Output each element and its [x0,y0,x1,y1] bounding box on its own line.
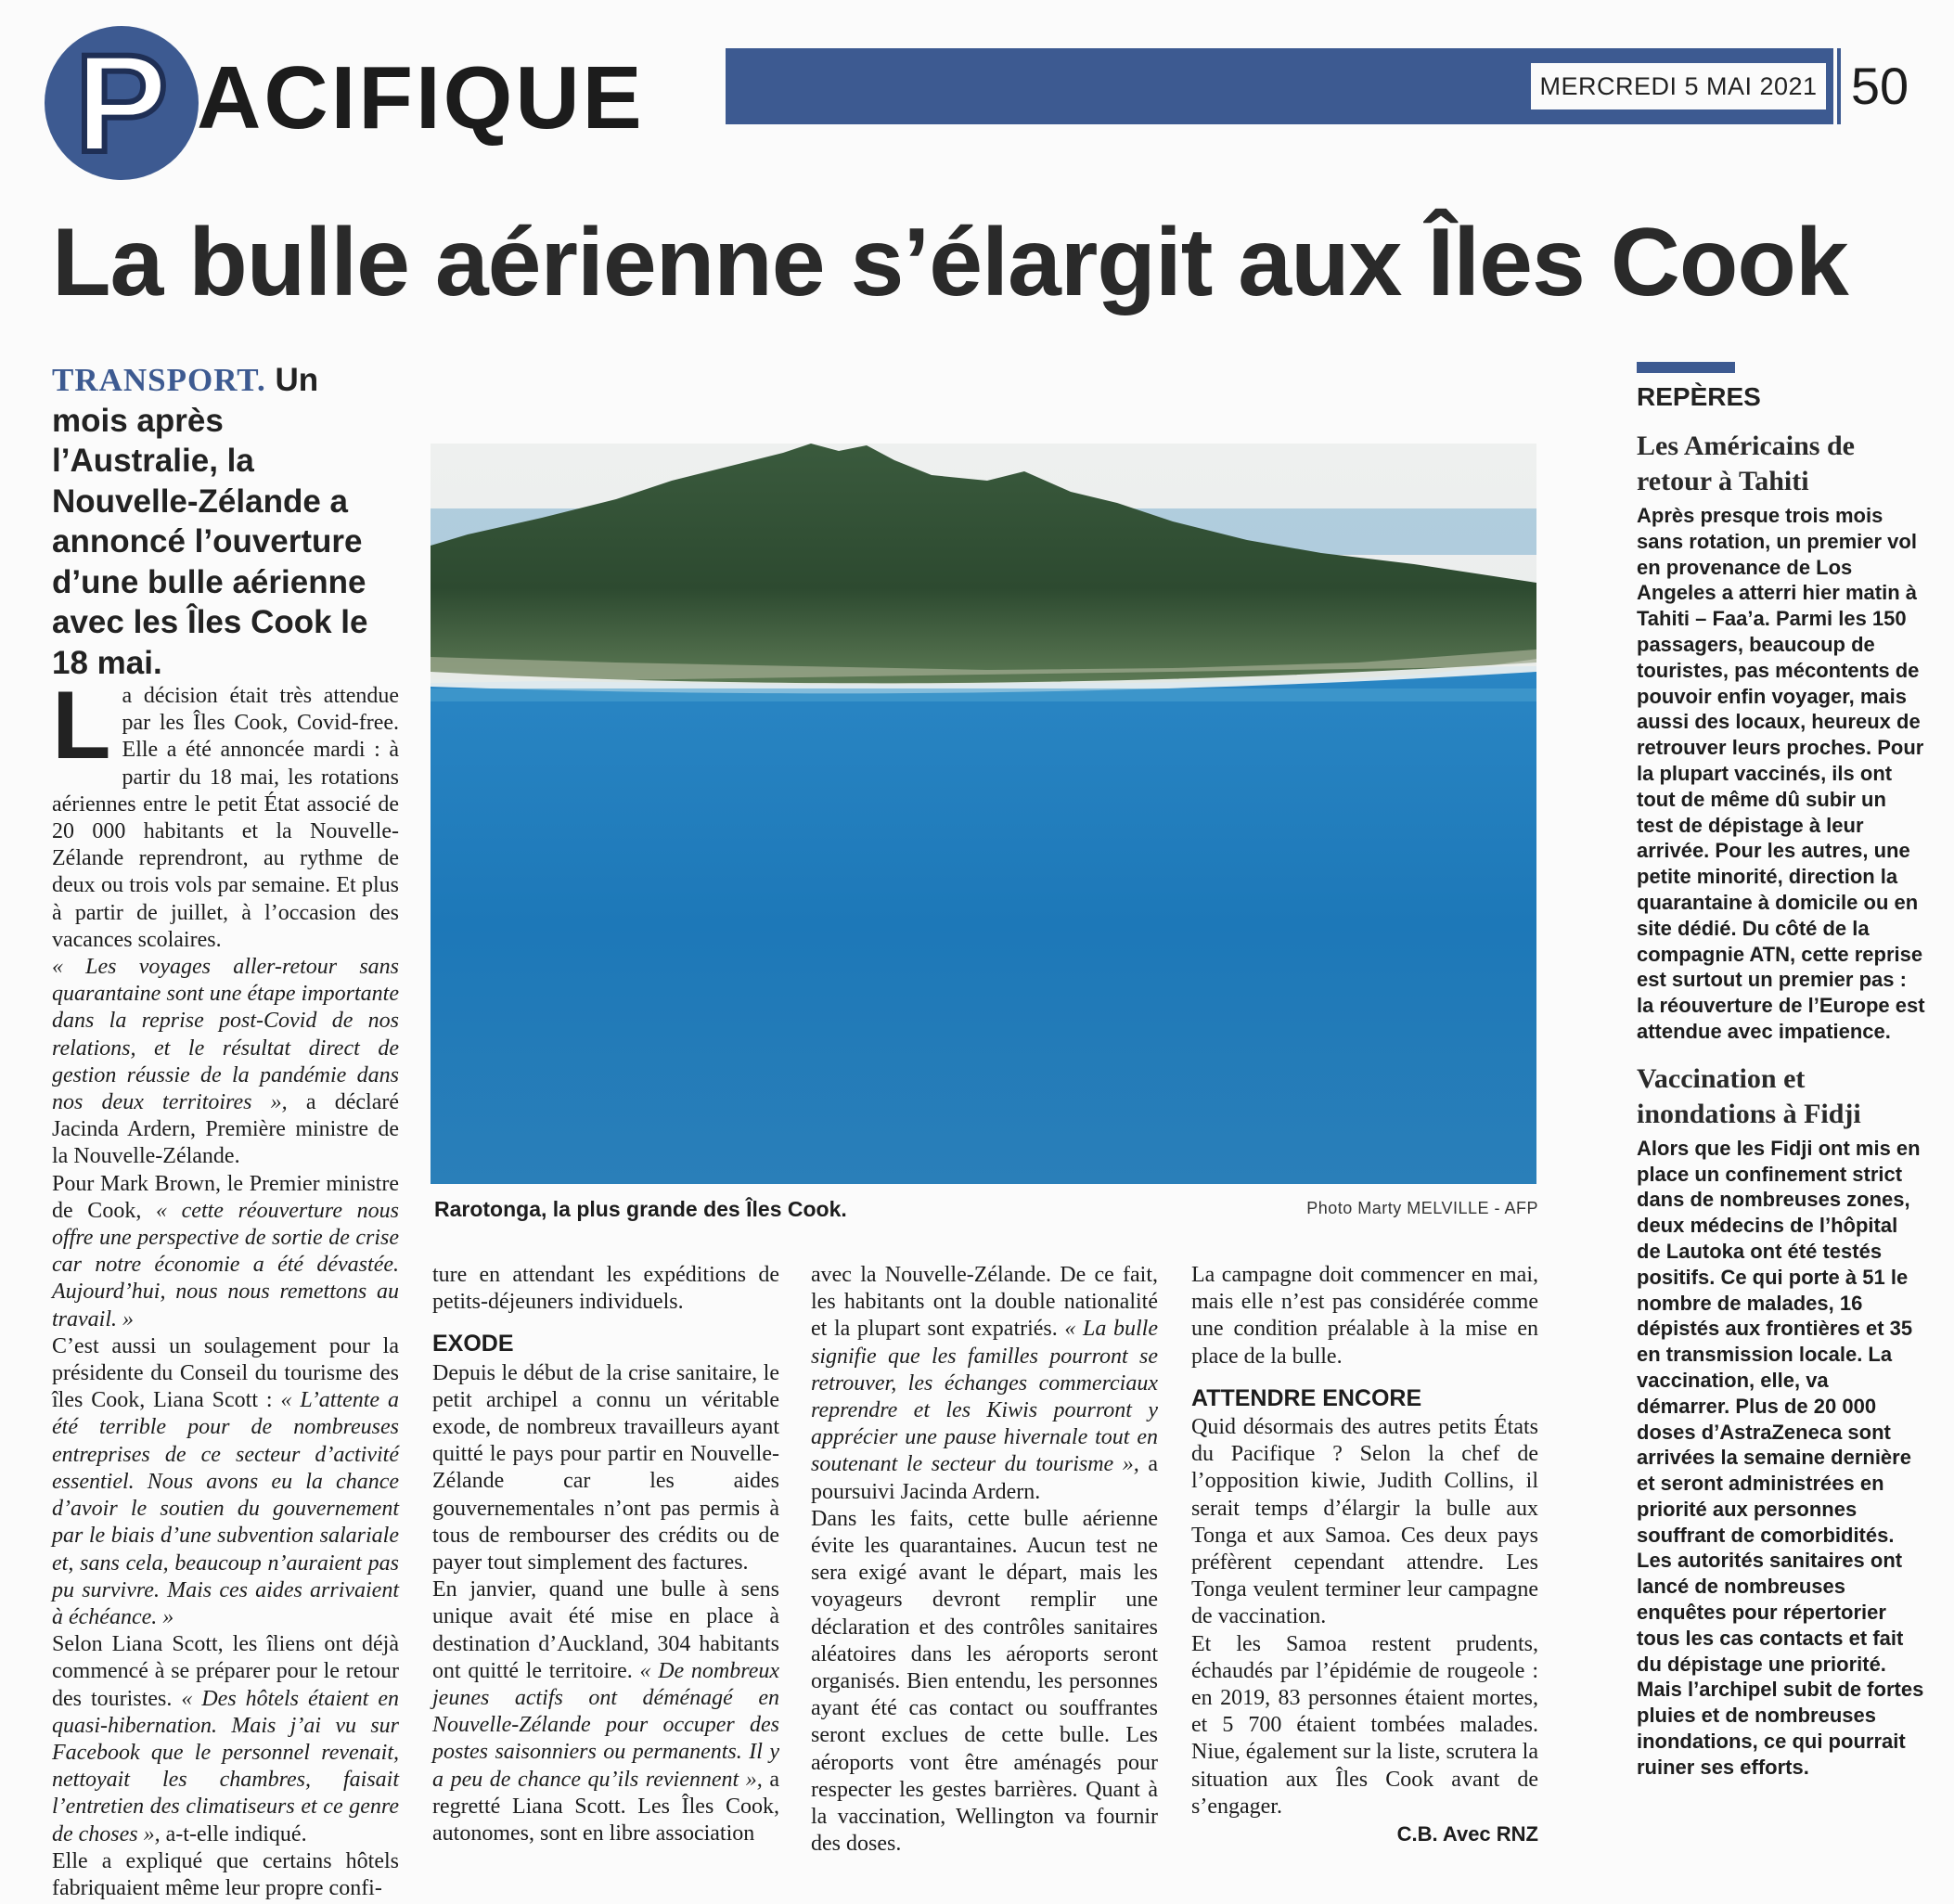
section-title: ACIFIQUE [197,48,645,148]
paragraph-text: a poursuivi Jacinda Ardern. [811,1452,1158,1504]
paragraph-text: Pour Mark Brown, le Premier ministre de Cook, [52,1171,399,1223]
photo-credit: Photo Marty MELVILLE - AFP [1306,1199,1538,1217]
body-paragraph: Depuis le début de la crise sanitaire, le petit archipel a connu un véritable exode, de nombreux travailleurs ayant quitté le pays pour partir en Nouvelle-Zélande car les aides gouvernementales n’ont pas permis à tous de rembourser des crédits ou de payer tout simplement des factures. [432,1360,779,1576]
article-column-2 [432,1262,779,1847]
body-paragraph [432,1576,779,1847]
paragraph-text: Selon Liana Scott, les îliens ont déjà commencé à se préparer pour le retour des touristes. [52,1632,399,1711]
body-paragraph [52,672,399,954]
body-paragraph: Dans les faits, cette bulle aérienne évite les quarantaines. Aucun test ne sera exigé avant le départ, mais les voyageurs devront remplir une déclaration et des contrôles sanitaires aléatoires dans les aéroports seront organisés. Bien entendu, les personnes ayant été cas contact ou souffrantes seront exclues de cette bulle. Les aéroports vont être aménagés pour respecter les gestes barrières. Quant à la vaccination, Wellington va fournir des doses. [811,1506,1158,1857]
body-paragraph: Elle a expliqué que certains hôtels fabriquaient même leur propre confi- [52,1848,399,1900]
drop-cap: L [52,672,111,779]
subheading-attendre-encore: ATTENDRE ENCORE [1191,1384,1422,1411]
quote-text: « La bulle signifie que les familles pourront se retrouver, les échanges commerciaux reprendre et les Kiwis pourront y apprécier une pause hivernale tout en soutenant le secteur du tourisme », [811,1317,1158,1477]
article-column-4 [1191,1262,1538,1847]
body-paragraph [52,1333,399,1631]
sidebar-item-text: Alors que les Fidji ont mis en place un confinement strict dans de nombreuses zones, deux médecins de l’hôpital de Lautoka ont été testés positifs. Ce qui porte à 51 le nombre de malades, 16 dépistés aux frontières et 35 en transmission locale. La vaccination, elle, va démarrer. Plus de 20 000 doses d’AstraZeneca sont arrivées la semaine dernière et seront administrées en priorité aux personnes souffrant de comorbidités. Les autorités sanitaires ont lancé de nombreuses enquêtes pour répertorier tous les cas contacts et fait du dépistage une priorité. Mais l’archipel subit de fortes pluies et de nombreuses inondations, ce qui pourrait ruiner ses efforts. [1637,1136,1924,1779]
body-paragraph [52,1171,399,1333]
paragraph-text: a déclaré Jacinda Ardern, Première ministre de la Nouvelle-Zélande. [52,1090,400,1169]
article-column-3 [811,1262,1158,1858]
body-paragraph [52,954,399,1171]
paragraph-text: a décision était très attendue par les Îles Cook, Covid-free. Elle a été annoncée mardi : à partir du 18 mai, les rotations aériennes entre le petit État associé de 20 000 habitants et la Nouvelle-Zélande reprendront, au rythme de deux ou trois vols par semaine. Et plus à partir de juillet, à l’occasion des vacances scolaires. [52,684,399,952]
paragraph-text: a-t-elle indiqué. [160,1821,307,1846]
page-number: 50 [1837,48,1919,124]
subheading-exode: EXODE [432,1331,514,1357]
lead-kicker: TRANSPORT. [52,362,266,398]
quote-text: « cette réouverture nous offre une perspective de sortie de crise car notre économie a été dévastée. Aujourd’hui, nous nous remettons au travail. » [52,1198,399,1332]
section-logo-letter: P [74,25,169,181]
rarotonga-aerial-photo [431,444,1536,1184]
article-lead [52,360,395,683]
photo-caption: Rarotonga, la plus grande des Îles Cook. [434,1197,847,1221]
reperes-accent-bar [1637,362,1735,373]
paragraph-text: a regretté Liana Scott. Les Îles Cook, autonomes, sont en libre association [432,1767,780,1846]
article-column-1 [52,672,400,1902]
author-signature: C.B. Avec RNZ [1396,1822,1538,1846]
lead-text: Un mois après l’Australie, la Nouvelle-Zélande a annoncé l’ouverture d’une bulle aérienne avec les Îles Cook le 18 mai. [52,362,368,681]
sidebar-item-title: Les Américains de retour à Tahiti [1637,431,1855,496]
body-paragraph [52,1631,399,1848]
sidebar-item-title: Vaccination et inondations à Fidji [1637,1062,1861,1129]
body-paragraph [811,1262,1158,1506]
body-paragraph: Quid désormais des autres petits États du Pacifique ? Selon la chef de l’opposition kiwie, Judith Collins, il serait temps d’élargir la bulle aux Tonga et aux Samoa. Ces deux pays préfèrent cependant attendre. Les Tonga veulent terminer leur campagne de vaccination. [1191,1415,1538,1629]
body-paragraph: Et les Samoa restent prudents, échaudés par l’épidémie de rougeole : en 2019, 83 personnes étaient mortes, et 5 700 étaient tombées malades. Niue, également sur la liste, scrutera la situation aux Îles Cook avant de s’engager. [1191,1631,1538,1819]
quote-text: « L’attente a été terrible pour de nombreuses entreprises de ce secteur d’activité essentiel. Nous avons eu la chance d’avoir le soutien du gouvernement par le biais d’une subvention salariale et, sans cela, beaucoup n’auraient pas pu survivre. Mais ces aides arrivaient à échéance. » [52,1388,399,1629]
issue-date: MERCREDI 5 MAI 2021 [1531,63,1826,109]
reperes-sidebar [1637,429,1926,1797]
photo-ocean [431,666,1536,1184]
photo-lagoon [431,688,1536,701]
article-headline: La bulle aérienne s’élargit aux Îles Cook [52,209,1848,316]
body-paragraph: La campagne doit commencer en mai, mais elle n’est pas considérée comme une condition préalable à la mise en place de la bulle. [1191,1263,1538,1369]
paragraph-text: avec la Nouvelle-Zélande. De ce fait, les habitants ont la double nationalité et la plupart sont expatriés. [811,1263,1158,1342]
reperes-label: REPÈRES [1637,382,1761,411]
quote-text: « De nombreux jeunes actifs ont déménagé en Nouvelle-Zélande pour occuper des postes saisonniers ou permanents. Il y a peu de chance qu’ils reviennent », [432,1658,779,1792]
quote-text: « Des hôtels étaient en quasi-hibernation. Mais j’ai vu sur Facebook que le personnel revenait, nettoyait les chambres, faisait l’entretien des climatiseurs et ce genre de choses », [52,1686,399,1846]
sidebar-item-text: Après presque trois mois sans rotation, un premier vol en provenance de Los Angeles a atterri hier matin à Tahiti – Faa’a. Parmi les 150 passagers, beaucoup de touristes, pas mécontents de pouvoir enfin voyager, mais aussi des locaux, heureux de retrouver leurs proches. Pour la plupart vaccinés, ils ont tout de même dû subir un test de dépistage à leur arrivée. Pour les autres, une petite minorité, direction la quarantaine à domicile ou en site dédié. Du côté de la compagnie ATN, cette reprise est surtout un premier pas : la réouverture de l’Europe est attendue avec impatience. [1637,504,1925,1043]
paragraph-text: En janvier, quand une bulle à sens unique avait été mise en place à destination d’Auckland, 304 habitants ont quitté le territoire. [432,1577,779,1683]
body-paragraph: ture en attendant les expéditions de petits-déjeuners individuels. [432,1263,779,1315]
quote-text: « Les voyages aller-retour sans quarantaine sont une étape importante dans la reprise post-Covid de nos relations, et le résultat direct de gestion réussie de la pandémie dans nos deux territoires », [52,955,399,1115]
paragraph-text: C’est aussi un soulagement pour la présidente du Conseil du tourisme des îles Cook, Liana Scott : [52,1333,399,1413]
